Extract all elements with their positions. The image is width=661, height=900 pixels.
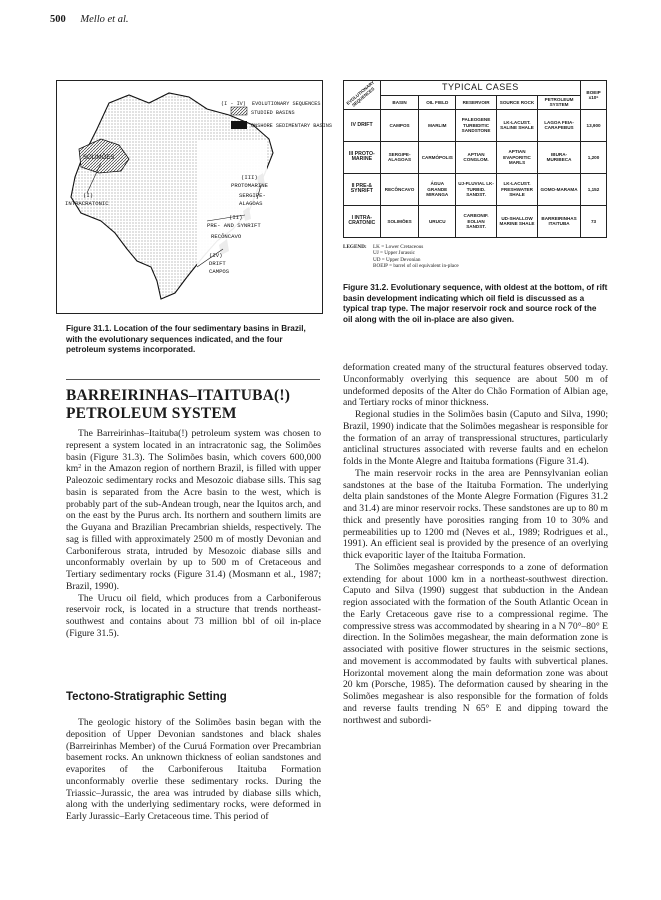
cell-seq: III PROTO-MARINE bbox=[344, 141, 381, 173]
legend-sequences bbox=[221, 101, 321, 107]
cell-seq: I INTRA-CRATONIC bbox=[344, 205, 381, 237]
cell-seq: IV DRIFT bbox=[344, 109, 381, 141]
paragraph: The geologic history of the Solimões basin began with the deposition of Upper Devonian sandstones and black shales (Barreirinhas Member) of the Curuá Formation over Precambrian basement rocks. An unknown thickness of eolian sandstones and evaporites of the Carboniferous Itaituba Formation unconformably overlie these sedimentary rocks. During the Triassic–Jurassic, the area was intruded by diabase sills which, along with the underlying sedimentary rocks, were deformed in Early Jurassic–Early Cretaceous time. This period of bbox=[66, 717, 321, 822]
cell-source: UD-SHALLOW MARINE SHALE bbox=[497, 205, 538, 237]
col-basin: BASIN bbox=[380, 96, 419, 110]
label-protomarine-num: (III) bbox=[241, 174, 258, 181]
paragraph: The Barreirinhas–Itaituba(!) petroleum system was chosen to represent a system located in an intracratonic sag, the Solimões basin (Figure 31.3). The Solimões basin, which covers 600,000 $km^2$ in the Amazon region of northern Brazil, is filled with upper Paleozoic sedimentary rocks and Mesozoic diabase sills. This sag basin is separated from the Acre basin to the west, which is probably part of the sub-Andean trough, near the Iquitos arch, and on the east by the Purus arch. Its northern and southern limits are the Guyana and Brazilian Precambrian shields, respectively. The sag is filled with approximately 2500 m of mostly Devonian and Carboniferous strata, intruded by Mesozoic diabase sills and unconformably overlain by up to 500 m of Cretaceous and Tertiary sedimentary rocks (Figure 31.4) (Mosmann et al., 1987; Brazil, 1990). bbox=[66, 428, 321, 592]
cell-boeip: 13,900 bbox=[581, 109, 607, 141]
label-alagoas: ALAGOAS bbox=[239, 200, 263, 207]
paragraph: The main reservoir rocks in the area are Pennsylvanian eolian sandstones at the base of the Itaituba Formation. The underlying delta plain sandstones of the Monte Alegre Formation (Figures 31.2 and 31.4) are minor reservoir rocks. These sandstones are up to 80 m thick and presently have porosities ranging from 10 to 30% and permeabilities up to 1200 md (Neves et al., 1989; Rodrigues et al., 1991). An efficient seal is provided by the presence of an overlying thick evaporitic layer of the Itaituba Formation. bbox=[343, 467, 608, 561]
cell-basin: SOLIMÕES bbox=[380, 205, 419, 237]
legend-label: LEGEND: bbox=[343, 243, 367, 250]
page-number: 500 bbox=[50, 14, 66, 25]
cell-basin: CAMPOS bbox=[380, 109, 419, 141]
figure-map bbox=[56, 80, 332, 314]
figure-31-1-caption: Figure 31.1. Location of the four sedimentary basins in Brazil, with the evolutionary sequences indicated, and the four petroleum systems incorporated. bbox=[66, 324, 306, 354]
cell-field: MARLIM bbox=[419, 109, 456, 141]
left-column-body-2 bbox=[66, 717, 321, 823]
legend-symbol: (I - IV) bbox=[221, 101, 246, 107]
paragraph: deformation created many of the structural features observed today. Unconformably overlying this sequence are about 500 m of undeformed deposits of the Alter do Chão Formation of Albian age, and Tertiary rocks of minor thickness. bbox=[343, 362, 608, 409]
cell-boeip: 1,152 bbox=[581, 173, 607, 205]
cell-seq: II PRE-& SYNRIFT bbox=[344, 173, 381, 205]
section-title: BARREIRINHAS–ITAITUBA(!) PETROLEUM SYSTEM bbox=[66, 387, 291, 422]
cell-reservoir: APTIAN CONGLOM. bbox=[456, 141, 497, 173]
cell-field: ÁGUA GRANDE MIRANGA bbox=[419, 173, 456, 205]
figure-31-2-caption: Figure 31.2. Evolutionary sequence, with oldest at the bottom, of rift basin development indicating which oil field is discussed as a typical trap type. The major reservoir rock and source rock of the oil along with the oil in-place are also given. bbox=[343, 283, 608, 324]
legend-onshore: ONSHORE SEDIMENTARY BASINS bbox=[251, 123, 332, 129]
col-boeip: BOEIP x10⁶ bbox=[581, 81, 607, 110]
table-row bbox=[344, 109, 607, 141]
cell-system: IBURA-MURIBECA bbox=[537, 141, 580, 173]
cell-reservoir: CARBONIF. EOLIAN SANDST. bbox=[456, 205, 497, 237]
cell-reservoir: UJ-FLUVIAL LK-TURBID. SANDST. bbox=[456, 173, 497, 205]
corner-evolutionary-sequences: EVOLUTIONARY SEQUENCES bbox=[344, 81, 381, 110]
label-intracratonic: INTRACRATONIC bbox=[65, 200, 109, 207]
running-title: Mello et al. bbox=[80, 14, 129, 25]
table-row bbox=[344, 141, 607, 173]
col-reservoir: RESERVOIR bbox=[456, 96, 497, 110]
cell-boeip: 1,200 bbox=[581, 141, 607, 173]
map-labels bbox=[57, 81, 332, 313]
cell-boeip: 73 bbox=[581, 205, 607, 237]
label-intracratonic-num: (I) bbox=[83, 192, 94, 199]
cell-system: GOMO-MARAMA bbox=[537, 173, 580, 205]
cell-source: LK-LACUST. FRESHWATER SHALE bbox=[497, 173, 538, 205]
right-column-body bbox=[343, 362, 608, 726]
cell-source: LK-LACUST. SALINE SHALE bbox=[497, 109, 538, 141]
table-legend bbox=[343, 244, 607, 270]
label-presyn: PRE- AND SYNRIFT bbox=[207, 222, 261, 229]
label-solimoes: SOLIMÕES bbox=[83, 155, 115, 161]
col-source-rock: SOURCE ROCK bbox=[497, 96, 538, 110]
subsection-title: Tectono-Stratigraphic Setting bbox=[66, 691, 227, 703]
label-drift-num: (IV) bbox=[209, 252, 223, 259]
label-reconcavo: RECÔNCAVO bbox=[211, 233, 242, 240]
label-drift: DRIFT bbox=[209, 260, 226, 267]
legend-item: LK = Lower Cretaceous bbox=[373, 243, 424, 250]
cell-basin: RECÔNCAVO bbox=[380, 173, 419, 205]
legend-item: BOEIP = barrel of oil equivalent in-place bbox=[373, 263, 459, 270]
cell-field: URUCU bbox=[419, 205, 456, 237]
label-protomarine: PROTOMARINE bbox=[231, 182, 268, 189]
cell-field: CARMÓPOLIS bbox=[419, 141, 456, 173]
paragraph: Regional studies in the Solimões basin (Caputo and Silva, 1990; Brazil, 1990) indicate that the Solimões megashear is responsible for the formation of an array of transpressional structures, particularly anticlinal structures associated with reverse faults and en echelon folds in the Monte Alegre and Itaituba formations (Figure 31.4). bbox=[343, 409, 608, 467]
left-column-body bbox=[66, 428, 321, 640]
label-sergipe: SERGIPE- bbox=[239, 192, 266, 199]
section-rule bbox=[66, 379, 320, 380]
table-row bbox=[344, 205, 607, 237]
legend-sequences-text: EVOLUTIONARY SEQUENCES bbox=[252, 101, 321, 107]
cell-system: BARREIRINHAS ITAITUBA bbox=[537, 205, 580, 237]
table-title: TYPICAL CASES bbox=[380, 81, 580, 96]
typical-cases-table bbox=[343, 80, 607, 238]
cell-reservoir: PALEOGENE TURBIDITIC SANDSTONE bbox=[456, 109, 497, 141]
col-oil-field: OIL FIELD bbox=[419, 96, 456, 110]
table-row bbox=[344, 173, 607, 205]
col-petroleum-system: PETROLEUM SYSTEM bbox=[537, 96, 580, 110]
figure-typical-cases bbox=[343, 80, 607, 270]
label-campos: CAMPOS bbox=[209, 268, 230, 275]
legend-item: UD = Upper Devonian bbox=[373, 256, 421, 263]
running-header bbox=[50, 14, 129, 25]
legend-item: UJ = Upper Jurassic bbox=[373, 250, 415, 257]
cell-basin: SERGIPE-ALAGOAS bbox=[380, 141, 419, 173]
paragraph: The Urucu oil field, which produces from a Carboniferous reservoir rock, is located in a structure that trends northeast-southwest and contains about 73 million bbl of oil in-place (Figure 31.5). bbox=[66, 592, 321, 639]
label-presyn-num: (II) bbox=[229, 214, 243, 221]
cell-system: LAGOA FEIA-CARAPEBUS bbox=[537, 109, 580, 141]
legend-studied: STUDIED BASINS bbox=[251, 110, 295, 116]
paragraph: The Solimões megashear corresponds to a zone of deformation extending for about 1000 km in a northeast-southwest direction. Caputo and Silva (1990) suggest that subduction in the Andean region associated with the formation of the South Atlantic Ocean in the Early Cretaceous gave rise to a compressional regime. The compressive stress was accommodated by shearing in a N 70°–80° E direction. In the Solimões megashear, the main deformation zone is associated with positive flower structures in the seismic sections, and movement is accommodated by faults with subvertical planes. Horizontal movement along the main deformation zone was about 20 km (Porsche, 1985). The deformation caused by shearing in the Solimões megashear is also responsible for the formation of folds and reverse faults trending N 65° E and dipping toward the northwest and subordi- bbox=[343, 561, 608, 726]
cell-source: APTIAN EVAPORITIC MARLS bbox=[497, 141, 538, 173]
